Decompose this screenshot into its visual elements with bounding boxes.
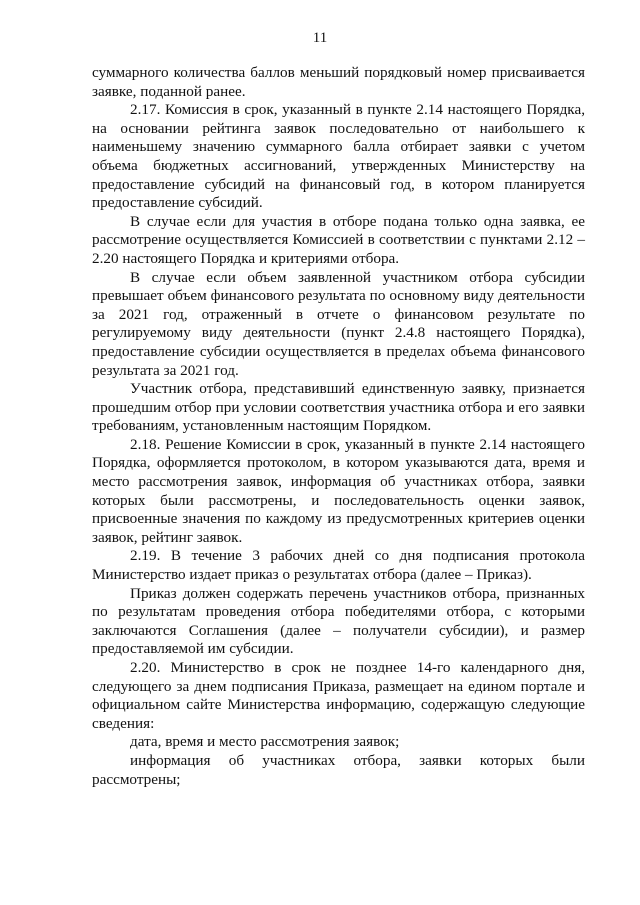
paragraph-subsidy-limit: В случае если объем заявленной участником отбора субсидии превышает объем финансового результата по основному виду деятельности за 2021 год, отраженный в отчете о финансовом результате по регулируемому виду деятельности (пункт 2.4.8 настоящего Порядка), предоставление субсидии осуществляется в пределах объема финансового результата за 2021 год.: [92, 268, 585, 379]
paragraph-2-19: 2.19. В течение 3 рабочих дней со дня подписания протокола Министерство издает приказ о результатах отбора (далее – Приказ).: [92, 547, 585, 584]
paragraph-order-content: Приказ должен содержать перечень участников отбора, признанных по результатам проведения отбора победителями отбора, с которыми заключаются Соглашения (далее – получатели субсидии), и размер предоставляемой им субсидии.: [92, 584, 585, 658]
list-item-participants-info: информация об участниках отбора, заявки которых были рассмотрены;: [92, 751, 585, 788]
paragraph-single-application: В случае если для участия в отборе подана только одна заявка, ее рассмотрение осуществляется Комиссией в соответствии с пунктами 2.12 – 2.20 настоящего Порядка и критериями отбора.: [92, 212, 585, 267]
paragraph-2-20: 2.20. Министерство в срок не позднее 14-го календарного дня, следующего за днем подписания Приказа, размещает на едином портале и официальном сайте Министерства информацию, содержащую следующие сведения:: [92, 659, 585, 732]
paragraph-continuation: суммарного количества баллов меньший порядковый номер присваивается заявке, поданной ранее.: [92, 64, 585, 100]
list-item-date-place: дата, время и место рассмотрения заявок;: [130, 733, 400, 751]
paragraph-2-17: 2.17. Комиссия в срок, указанный в пункте 2.14 настоящего Порядка, на основании рейтинга заявок последовательно от наибольшего к наименьшему значению суммарного балла отбирает заявки с учетом объема бюджетных ассигнований, утвержденных Министерству на предоставление субсидий на финансовый год, в котором планируется предоставление субсидий.: [92, 101, 585, 212]
paragraph-single-participant: Участник отбора, представивший единственную заявку, признается прошедшим отбор при условии соответствия участника отбора и его заявки требованиям, установленным настоящим Порядком.: [92, 380, 585, 435]
document-body: [92, 64, 585, 789]
paragraph-2-18: 2.18. Решение Комиссии в срок, указанный в пункте 2.14 настоящего Порядка, оформляется протоколом, в котором указываются дата, время и место рассмотрения заявок, информация об участниках отбора, заявки которых были рассмотрены, и последовательность оценки заявок, присвоенные значения по каждому из предусмотренных критериев оценки заявок, рейтинг заявок.: [92, 435, 585, 546]
page-number: 11: [312, 30, 328, 46]
